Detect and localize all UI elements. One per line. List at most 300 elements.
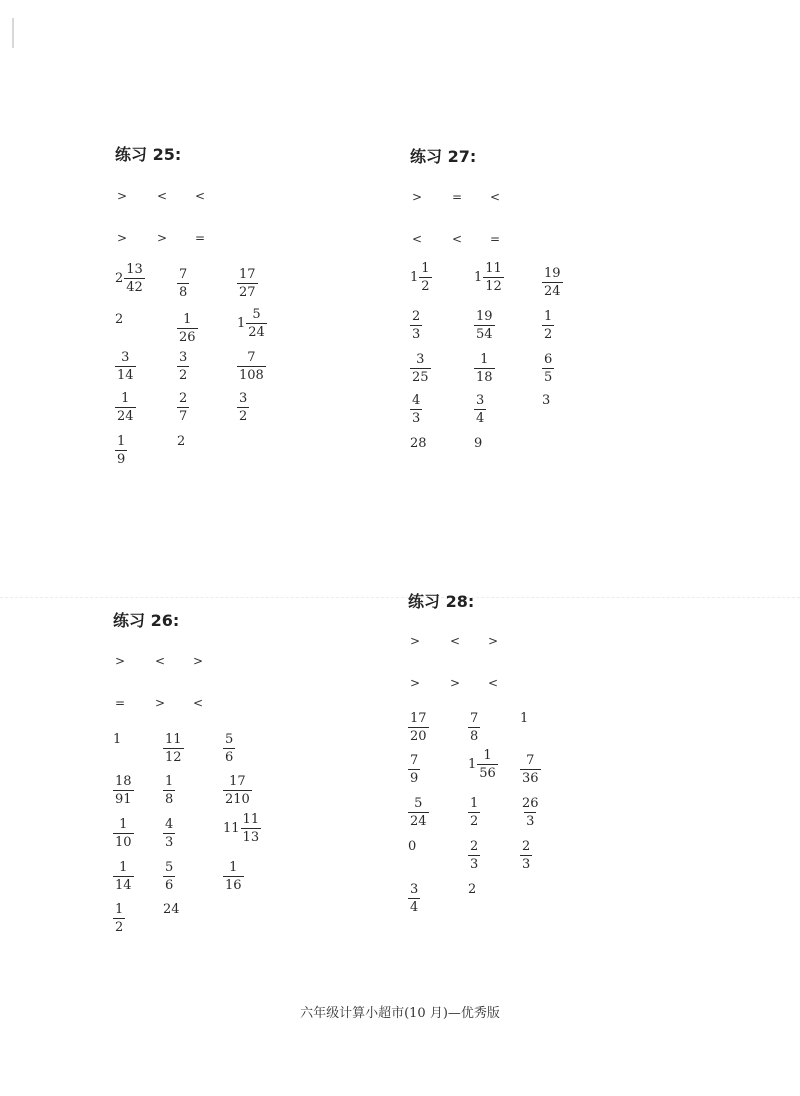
- denominator: 4: [476, 411, 485, 426]
- numerator: 19: [476, 309, 493, 324]
- answer-cell: [115, 346, 136, 382]
- fraction: [237, 351, 266, 382]
- denominator: 18: [476, 370, 493, 385]
- whole-number: 1: [113, 732, 122, 747]
- page-footer: 六年级计算小超市(10 月)—优秀版: [300, 1006, 500, 1021]
- answer-cell: [542, 348, 554, 384]
- answer-value: [474, 310, 495, 341]
- answer-value: [410, 436, 428, 451]
- section-title: 练习 27:: [410, 147, 477, 166]
- fraction: [410, 394, 422, 425]
- denominator: 2: [115, 920, 124, 935]
- fraction: [520, 840, 532, 871]
- comparison-symbol: >: [449, 676, 461, 690]
- denominator: 5: [544, 370, 553, 385]
- fraction: [474, 394, 486, 425]
- denominator: 12: [165, 750, 182, 765]
- answer-cell: [115, 430, 127, 466]
- fraction: [223, 733, 235, 764]
- numerator: 2: [412, 309, 421, 324]
- fraction: [468, 840, 480, 871]
- numerator: 1: [421, 261, 430, 276]
- numerator: 1: [183, 312, 192, 327]
- numerator: 18: [115, 774, 132, 789]
- answer-cell: [410, 262, 432, 293]
- answer-cell: [223, 813, 261, 844]
- denominator: 27: [239, 285, 256, 300]
- whole-number: 28: [410, 436, 427, 451]
- answer-cell: [177, 263, 189, 299]
- numerator: 6: [544, 352, 553, 367]
- answer-value: [113, 732, 122, 747]
- numerator: 7: [526, 753, 535, 768]
- whole-number: 24: [163, 902, 180, 917]
- answer-value: [115, 435, 127, 466]
- comparison-symbol: <: [449, 634, 461, 648]
- answer-value: [474, 353, 495, 384]
- numerator: 2: [179, 391, 188, 406]
- fraction: [542, 310, 554, 341]
- comparison-symbol: <: [451, 232, 463, 246]
- comparison-symbol: <: [192, 696, 204, 710]
- fraction: [113, 903, 125, 934]
- numerator: 11: [242, 812, 260, 827]
- answer-cell: [410, 348, 431, 384]
- denominator: 16: [225, 878, 242, 893]
- denominator: 3: [522, 857, 531, 872]
- answer-value: [468, 749, 498, 780]
- fraction: [408, 754, 420, 785]
- answer-cell: [542, 262, 563, 298]
- answer-value: [113, 775, 134, 806]
- fraction: [115, 435, 127, 466]
- answer-cell: [177, 308, 198, 344]
- fraction: [246, 308, 267, 339]
- answer-cell: [223, 728, 235, 764]
- numerator: 1: [119, 817, 128, 832]
- denominator: 6: [165, 878, 174, 893]
- comparison-symbol: >: [409, 634, 421, 648]
- answer-value: [115, 263, 145, 294]
- exercise-27: [410, 144, 710, 484]
- numerator: 5: [414, 796, 423, 811]
- answer-value: [237, 392, 249, 423]
- denominator: 54: [476, 327, 493, 342]
- denominator: 8: [470, 729, 479, 744]
- answer-value: [115, 312, 124, 327]
- whole-number: 1: [410, 270, 419, 285]
- whole-number: 0: [408, 839, 417, 854]
- fraction: [520, 797, 541, 828]
- denominator: 20: [410, 729, 427, 744]
- numerator: 7: [410, 753, 419, 768]
- denominator: 14: [117, 368, 134, 383]
- answer-value: [474, 262, 504, 293]
- denominator: 36: [522, 771, 539, 786]
- answer-value: [474, 394, 486, 425]
- answer-value: [520, 840, 532, 871]
- answer-value: [468, 712, 480, 743]
- numerator: 1: [544, 309, 553, 324]
- denominator: 13: [242, 830, 260, 845]
- answer-value: [237, 308, 267, 339]
- fraction: [468, 797, 480, 828]
- fraction: [542, 267, 563, 298]
- exercise-25: [115, 142, 415, 482]
- numerator: 4: [412, 393, 421, 408]
- answer-cell: [468, 878, 477, 897]
- whole-number: 2: [115, 271, 124, 286]
- comparison-symbol: <: [154, 654, 166, 668]
- answer-cell: [542, 305, 554, 341]
- comparison-symbol: >: [116, 189, 128, 203]
- denominator: 8: [165, 792, 174, 807]
- answer-cell: [115, 308, 124, 327]
- answer-value: [163, 902, 181, 917]
- comparison-symbol: >: [487, 634, 499, 648]
- numerator: 13: [126, 262, 143, 277]
- fraction: [163, 775, 175, 806]
- section-title: 练习 28:: [408, 592, 475, 611]
- fraction: [177, 268, 189, 299]
- answer-cell: [474, 389, 486, 425]
- fraction: [408, 797, 429, 828]
- comparison-symbol: <: [411, 232, 423, 246]
- answer-value: [177, 313, 198, 344]
- fraction: [113, 775, 134, 806]
- answer-value: [237, 268, 258, 299]
- answer-value: [542, 310, 554, 341]
- denominator: 4: [410, 900, 419, 915]
- answer-value: [468, 882, 477, 897]
- fraction: [410, 310, 422, 341]
- answer-cell: [223, 770, 252, 806]
- answer-cell: [410, 305, 422, 341]
- answer-value: [542, 393, 551, 408]
- answer-value: [520, 754, 541, 785]
- numerator: 7: [470, 711, 479, 726]
- denominator: 14: [115, 878, 132, 893]
- answer-cell: [177, 430, 186, 449]
- numerator: 1: [165, 774, 174, 789]
- denominator: 7: [179, 409, 188, 424]
- answer-value: [223, 775, 252, 806]
- fraction: [177, 313, 198, 344]
- denominator: 10: [115, 835, 132, 850]
- whole-number: 11: [223, 821, 240, 836]
- denominator: 3: [165, 835, 174, 850]
- answer-value: [163, 818, 175, 849]
- numerator: 11: [485, 261, 502, 276]
- fraction: [113, 818, 134, 849]
- comparison-symbol: >: [192, 654, 204, 668]
- numerator: 3: [410, 882, 419, 897]
- whole-number: 3: [542, 393, 551, 408]
- numerator: 5: [252, 307, 261, 322]
- scan-edge-mark: [12, 18, 14, 48]
- denominator: 91: [115, 792, 132, 807]
- fraction: [237, 392, 249, 423]
- fraction: [163, 733, 184, 764]
- fraction: [408, 712, 429, 743]
- fraction: [115, 392, 136, 423]
- answer-cell: [163, 856, 175, 892]
- section-title: 练习 26:: [113, 611, 180, 630]
- section-title: 练习 25:: [115, 145, 182, 164]
- fraction: [241, 813, 262, 844]
- answer-value: [410, 353, 431, 384]
- numerator: 1: [229, 860, 238, 875]
- answer-cell: [223, 856, 244, 892]
- answer-cell: [163, 728, 184, 764]
- comparison-symbol: =: [194, 231, 206, 245]
- comparison-symbol: >: [114, 654, 126, 668]
- answer-cell: [113, 813, 134, 849]
- numerator: 1: [117, 434, 126, 449]
- answer-cell: [113, 898, 125, 934]
- comparison-symbol: <: [156, 189, 168, 203]
- numerator: 19: [544, 266, 561, 281]
- denominator: 2: [470, 814, 479, 829]
- whole-number: 2: [115, 312, 124, 327]
- denominator: 6: [225, 750, 234, 765]
- comparison-symbol: >: [116, 231, 128, 245]
- whole-number: 1: [520, 711, 529, 726]
- answer-cell: [237, 346, 266, 382]
- answer-cell: [520, 835, 532, 871]
- answer-value: [408, 839, 417, 854]
- denominator: 210: [225, 792, 250, 807]
- fraction: [474, 353, 495, 384]
- answer-cell: [408, 707, 429, 743]
- numerator: 1: [483, 748, 492, 763]
- denominator: 24: [117, 409, 134, 424]
- denominator: 108: [239, 368, 264, 383]
- fraction: [408, 883, 420, 914]
- exercise-28: [408, 589, 708, 929]
- answer-value: [115, 392, 136, 423]
- answer-cell: [520, 792, 541, 828]
- numerator: 3: [476, 393, 485, 408]
- fraction: [542, 353, 554, 384]
- denominator: 12: [485, 279, 502, 294]
- answer-value: [237, 351, 266, 382]
- numerator: 1: [480, 352, 489, 367]
- numerator: 4: [165, 817, 174, 832]
- answer-value: [177, 268, 189, 299]
- numerator: 3: [179, 350, 188, 365]
- numerator: 11: [165, 732, 182, 747]
- fraction: [177, 392, 189, 423]
- fraction: [124, 263, 145, 294]
- answer-cell: [237, 308, 267, 339]
- whole-number: 9: [474, 436, 483, 451]
- answer-cell: [113, 770, 134, 806]
- answer-cell: [468, 707, 480, 743]
- answer-cell: [237, 263, 258, 299]
- fraction: [113, 861, 134, 892]
- numerator: 17: [410, 711, 427, 726]
- whole-number: 1: [474, 270, 483, 285]
- answer-cell: [113, 728, 122, 747]
- fraction: [419, 262, 431, 293]
- denominator: 3: [526, 814, 535, 829]
- answer-value: [408, 754, 420, 785]
- comparison-symbol: <: [194, 189, 206, 203]
- denominator: 25: [412, 370, 429, 385]
- answer-cell: [408, 878, 420, 914]
- denominator: 2: [421, 279, 430, 294]
- comparison-symbol: <: [487, 676, 499, 690]
- numerator: 2: [522, 839, 531, 854]
- answer-cell: [163, 813, 175, 849]
- denominator: 42: [126, 280, 143, 295]
- denominator: 2: [544, 327, 553, 342]
- numerator: 2: [470, 839, 479, 854]
- answer-value: [542, 353, 554, 384]
- answer-value: [113, 903, 125, 934]
- fraction: [163, 818, 175, 849]
- answer-cell: [408, 749, 420, 785]
- denominator: 24: [410, 814, 427, 829]
- numerator: 3: [239, 391, 248, 406]
- answer-cell: [468, 835, 480, 871]
- fraction: [483, 262, 504, 293]
- answer-cell: [410, 432, 428, 451]
- answer-value: [410, 262, 432, 293]
- numerator: 3: [416, 352, 425, 367]
- answer-value: [163, 775, 175, 806]
- numerator: 26: [522, 796, 539, 811]
- denominator: 3: [470, 857, 479, 872]
- numerator: 1: [115, 902, 124, 917]
- denominator: 2: [179, 368, 188, 383]
- comparison-symbol: =: [451, 190, 463, 204]
- fraction: [115, 351, 136, 382]
- answer-cell: [468, 792, 480, 828]
- denominator: 26: [179, 330, 196, 345]
- answer-cell: [177, 387, 189, 423]
- numerator: 1: [121, 391, 130, 406]
- answer-value: [474, 436, 483, 451]
- answer-value: [520, 711, 529, 726]
- numerator: 7: [247, 350, 256, 365]
- whole-number: 1: [468, 757, 477, 772]
- numerator: 7: [179, 267, 188, 282]
- answer-cell: [468, 749, 498, 780]
- answer-value: [113, 818, 134, 849]
- answer-cell: [410, 389, 422, 425]
- answer-value: [410, 394, 422, 425]
- answer-value: [408, 797, 429, 828]
- numerator: 3: [121, 350, 130, 365]
- denominator: 8: [179, 285, 188, 300]
- answer-value: [408, 883, 420, 914]
- answer-cell: [177, 346, 189, 382]
- fraction: [237, 268, 258, 299]
- answer-value: [113, 861, 134, 892]
- fraction: [477, 749, 498, 780]
- answer-value: [177, 351, 189, 382]
- fraction: [410, 353, 431, 384]
- whole-number: 2: [177, 434, 186, 449]
- answer-cell: [408, 792, 429, 828]
- denominator: 9: [117, 452, 126, 467]
- fraction: [223, 861, 244, 892]
- answer-cell: [163, 898, 181, 917]
- answer-cell: [474, 348, 495, 384]
- answer-value: [468, 797, 480, 828]
- exercise-26: [113, 608, 413, 948]
- answer-value: [177, 434, 186, 449]
- answer-cell: [163, 770, 175, 806]
- answer-cell: [474, 432, 483, 451]
- comparison-symbol: =: [489, 232, 501, 246]
- comparison-symbol: =: [114, 696, 126, 710]
- answer-value: [542, 267, 563, 298]
- answer-value: [410, 310, 422, 341]
- whole-number: 1: [237, 316, 246, 331]
- answer-cell: [115, 387, 136, 423]
- comparison-symbol: <: [489, 190, 501, 204]
- answer-cell: [474, 262, 504, 293]
- fraction: [520, 754, 541, 785]
- answer-value: [520, 797, 541, 828]
- answer-cell: [520, 749, 541, 785]
- answer-value: [163, 733, 184, 764]
- denominator: 56: [479, 766, 496, 781]
- answer-value: [408, 712, 429, 743]
- numerator: 5: [165, 860, 174, 875]
- comparison-symbol: >: [156, 231, 168, 245]
- denominator: 2: [239, 409, 248, 424]
- answer-value: [163, 861, 175, 892]
- fraction: [474, 310, 495, 341]
- answer-cell: [474, 305, 495, 341]
- numerator: 5: [225, 732, 234, 747]
- denominator: 9: [410, 771, 419, 786]
- comparison-symbol: >: [154, 696, 166, 710]
- denominator: 3: [412, 327, 421, 342]
- answer-cell: [113, 856, 134, 892]
- answer-cell: [115, 263, 145, 294]
- answer-cell: [237, 387, 249, 423]
- numerator: 17: [229, 774, 246, 789]
- fraction: [177, 351, 189, 382]
- answer-cell: [542, 389, 551, 408]
- numerator: 1: [470, 796, 479, 811]
- denominator: 24: [544, 284, 561, 299]
- answer-value: [223, 861, 244, 892]
- answer-value: [177, 392, 189, 423]
- answer-value: [223, 813, 261, 844]
- answer-cell: [408, 835, 417, 854]
- denominator: 24: [248, 325, 265, 340]
- comparison-symbol: >: [409, 676, 421, 690]
- fraction: [468, 712, 480, 743]
- answer-value: [223, 733, 235, 764]
- answer-cell: [520, 707, 529, 726]
- comparison-symbol: >: [411, 190, 423, 204]
- numerator: 1: [119, 860, 128, 875]
- fraction: [223, 775, 252, 806]
- fraction: [163, 861, 175, 892]
- answer-value: [115, 351, 136, 382]
- whole-number: 2: [468, 882, 477, 897]
- answer-value: [468, 840, 480, 871]
- numerator: 17: [239, 267, 256, 282]
- denominator: 3: [412, 411, 421, 426]
